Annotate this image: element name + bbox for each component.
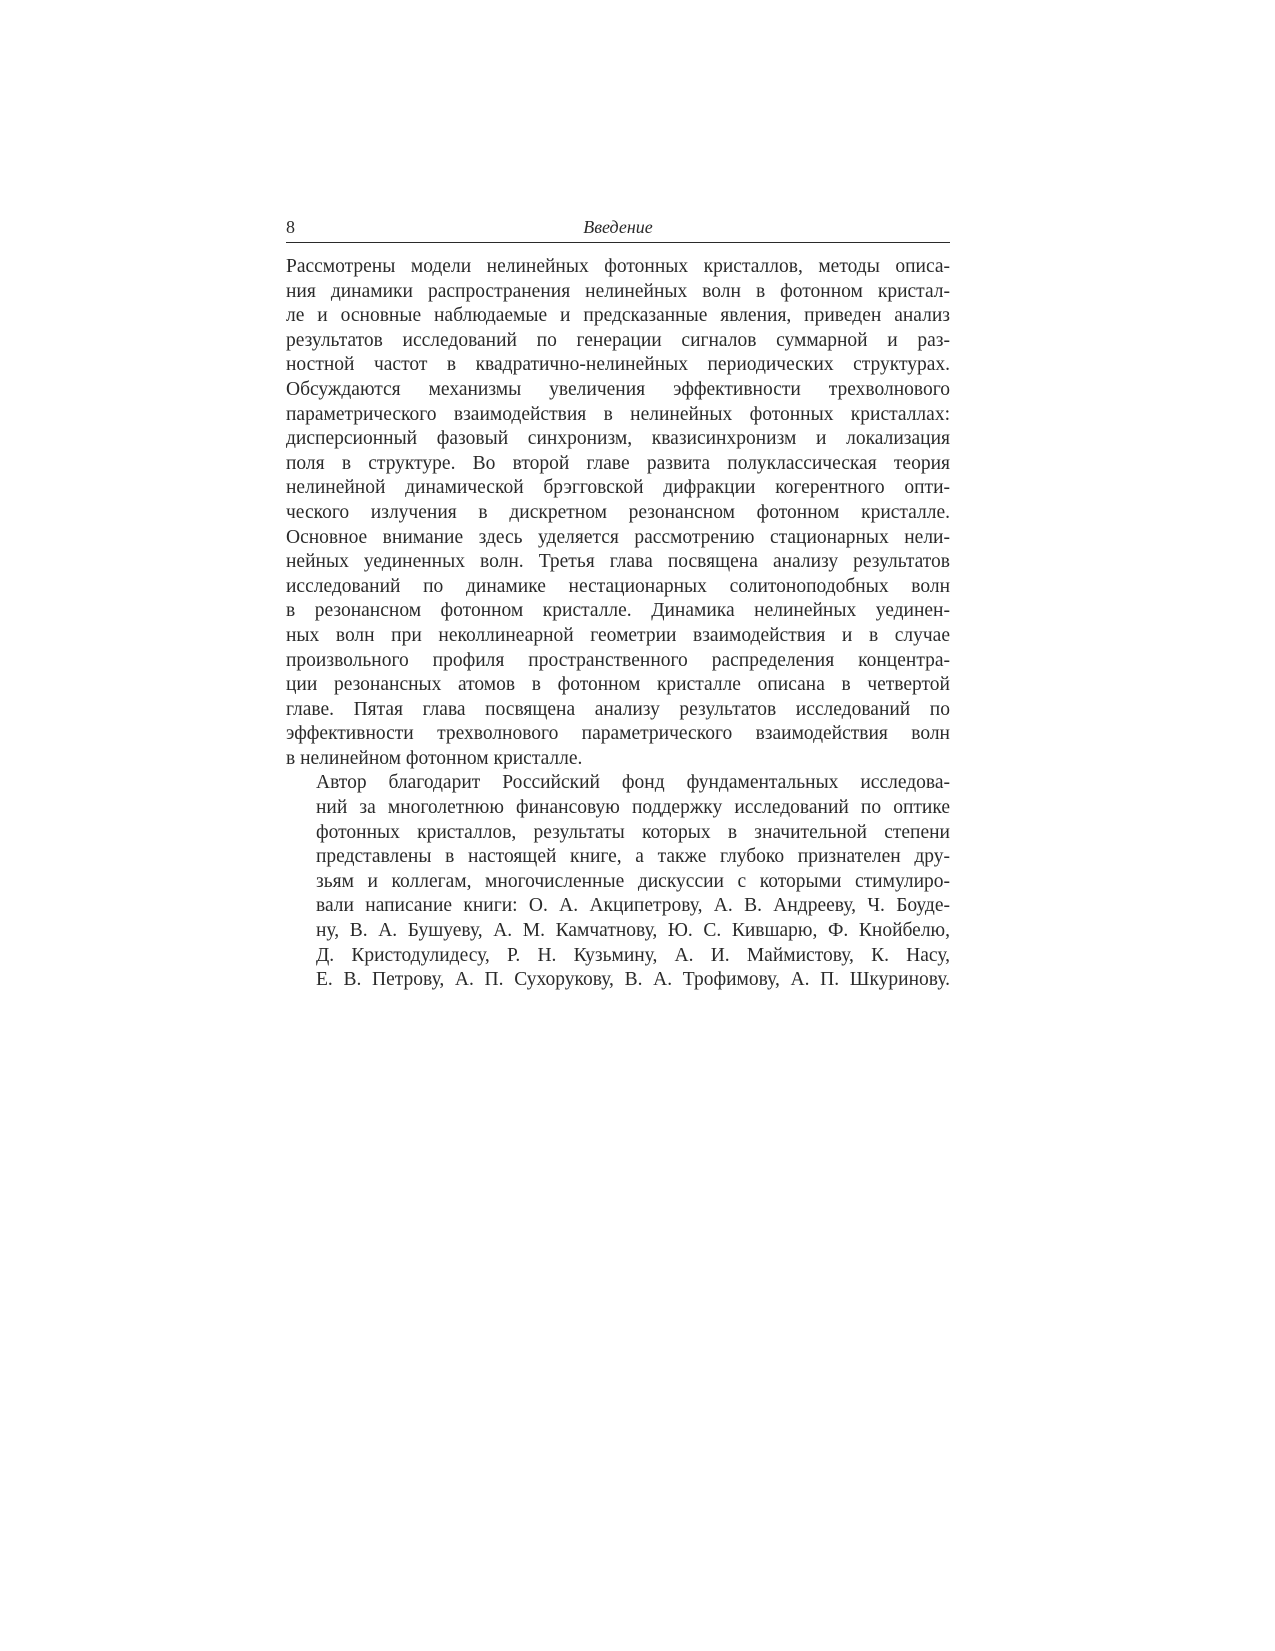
running-title: Введение xyxy=(583,217,653,237)
text-line: дисперсионный фазовый синхронизм, квазисинхронизм и локализация xyxy=(286,428,950,450)
text-line: нелинейной динамической брэгговской дифракции когерентного опти- xyxy=(286,477,950,499)
running-header xyxy=(286,216,950,243)
text-line: поля в структуре. Во второй главе развита полуклассическая теория xyxy=(286,452,950,474)
book-page xyxy=(286,216,950,993)
text-line: ний за многолетнюю финансовую поддержку исследований по оптике xyxy=(316,797,950,819)
text-line: ностной частот в квадратично-нелинейных периодических структурах. xyxy=(286,354,950,376)
text-line: Д. Кристодулидесу, Р. Н. Кузьмину, А. И. Маймистову, К. Насу, xyxy=(316,944,950,966)
text-line: в резонансном фотонном кристалле. Динамика нелинейных уединен- xyxy=(286,600,950,622)
text-line: главе. Пятая глава посвящена анализу результатов исследований по xyxy=(286,698,950,720)
text-line: ния динамики распространения нелинейных волн в фотонном кристал- xyxy=(286,280,950,302)
text-line: результатов исследований по генерации сигналов суммарной и раз- xyxy=(286,329,950,351)
text-line: Е. В. Петрову, А. П. Сухорукову, В. А. Трофимову, А. П. Шкуринову. xyxy=(316,969,950,991)
text-line: ну, В. А. Бушуеву, А. М. Камчатнову, Ю. С. Кившарю, Ф. Кнойбелю, xyxy=(316,920,950,942)
text-line: Обсуждаются механизмы увеличения эффективности трехволнового xyxy=(286,378,950,400)
paragraph-1 xyxy=(286,255,950,771)
text-line: параметрического взаимодействия в нелинейных фотонных кристаллах: xyxy=(286,403,950,425)
page-number: 8 xyxy=(286,217,295,237)
text-line: ции резонансных атомов в фотонном кристалле описана в четвертой xyxy=(286,674,950,696)
text-line: произвольного профиля пространственного распределения концентра- xyxy=(286,649,950,671)
text-line: ных волн при неколлинеарной геометрии взаимодействия и в случае xyxy=(286,624,950,646)
paragraph-2 xyxy=(286,771,950,992)
text-line: вали написание книги: О. А. Акципетрову, А. В. Андрееву, Ч. Боуде- xyxy=(316,895,950,917)
text-line: исследований по динамике нестационарных солитоноподобных волн xyxy=(286,575,950,597)
text-line: представлены в настоящей книге, а также глубоко признателен дру- xyxy=(316,846,950,868)
text-line: Автор благодарит Российский фонд фундаментальных исследова- xyxy=(316,772,950,794)
text-line: фотонных кристаллов, результаты которых в значительной степени xyxy=(316,821,950,843)
text-line: ле и основные наблюдаемые и предсказанные явления, приведен анализ xyxy=(286,305,950,327)
text-line: нейных уединенных волн. Третья глава посвящена анализу результатов xyxy=(286,551,950,573)
text-line: эффективности трехволнового параметрического взаимодействия волн xyxy=(286,723,950,745)
text-line: зьям и коллегам, многочисленные дискуссии с которыми стимулиро- xyxy=(316,870,950,892)
text-line: Основное внимание здесь уделяется рассмотрению стационарных нели- xyxy=(286,526,950,548)
text-line: в нелинейном фотонном кристалле. xyxy=(286,747,583,769)
text-line: ческого излучения в дискретном резонансном фотонном кристалле. xyxy=(286,501,950,523)
text-line: Рассмотрены модели нелинейных фотонных кристаллов, методы описа- xyxy=(286,256,950,277)
body-text xyxy=(286,255,950,993)
